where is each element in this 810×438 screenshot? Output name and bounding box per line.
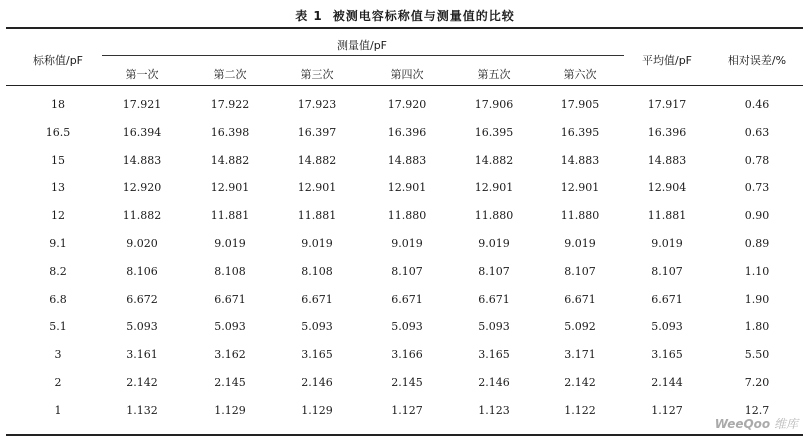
cell-average: 9.019 — [651, 237, 683, 250]
watermark-suffix: 维库 — [773, 417, 798, 431]
cell-m4: 9.019 — [391, 237, 423, 250]
cell-m6: 16.395 — [560, 126, 600, 139]
cell-m2: 9.019 — [214, 237, 246, 250]
cell-m4: 16.396 — [387, 126, 427, 139]
cell-m3: 3.165 — [301, 348, 333, 361]
header-measurement-6: 第六次 — [563, 68, 597, 81]
cell-average: 14.883 — [647, 154, 687, 167]
cell-m2: 11.881 — [210, 209, 250, 222]
header-measurement-5: 第五次 — [477, 68, 511, 81]
cell-m1: 16.394 — [122, 126, 162, 139]
cell-average: 8.107 — [651, 265, 683, 278]
bottom-rule — [6, 434, 803, 436]
cell-relative-error: 0.63 — [744, 126, 770, 139]
cell-m3: 1.129 — [301, 404, 333, 417]
cell-m3: 6.671 — [301, 293, 333, 306]
cell-m5: 14.882 — [474, 154, 514, 167]
cell-m3: 16.397 — [297, 126, 337, 139]
cell-m1: 12.920 — [122, 181, 162, 194]
cell-m6: 14.883 — [560, 154, 600, 167]
header-measurement-4: 第四次 — [390, 68, 424, 81]
cell-m2: 14.882 — [210, 154, 250, 167]
cell-relative-error: 0.78 — [744, 154, 770, 167]
cell-m2: 17.922 — [210, 98, 250, 111]
cell-m5: 12.901 — [474, 181, 514, 194]
cell-relative-error: 0.89 — [744, 237, 770, 250]
header-rule — [6, 85, 803, 86]
cell-m5: 9.019 — [478, 237, 510, 250]
cell-nominal: 3 — [54, 348, 62, 361]
cell-m3: 11.881 — [297, 209, 337, 222]
cell-average: 3.165 — [651, 348, 683, 361]
cell-m2: 3.162 — [214, 348, 246, 361]
cell-m4: 2.145 — [391, 376, 423, 389]
cell-m3: 12.901 — [297, 181, 337, 194]
cell-m4: 1.127 — [391, 404, 423, 417]
cell-relative-error: 12.7 — [744, 404, 770, 417]
cell-m2: 5.093 — [214, 320, 246, 333]
cell-m6: 12.901 — [560, 181, 600, 194]
cell-m3: 2.146 — [301, 376, 333, 389]
cell-average: 16.396 — [647, 126, 687, 139]
cell-m5: 16.395 — [474, 126, 514, 139]
cell-m6: 3.171 — [564, 348, 596, 361]
cell-relative-error: 5.50 — [744, 348, 770, 361]
cell-nominal: 5.1 — [49, 320, 67, 333]
cell-nominal: 9.1 — [49, 237, 67, 250]
cell-m1: 11.882 — [122, 209, 162, 222]
watermark-brand: WeeQoo — [714, 417, 771, 431]
cell-relative-error: 1.90 — [744, 293, 770, 306]
cell-m4: 3.166 — [391, 348, 423, 361]
cell-m4: 11.880 — [387, 209, 427, 222]
cell-m2: 16.398 — [210, 126, 250, 139]
cell-m1: 17.921 — [122, 98, 162, 111]
cell-m3: 17.923 — [297, 98, 337, 111]
cell-m5: 5.093 — [478, 320, 510, 333]
table-title: 被测电容标称值与测量值的比较 — [332, 9, 515, 23]
cell-m6: 6.671 — [564, 293, 596, 306]
cell-m5: 3.165 — [478, 348, 510, 361]
cell-m1: 8.106 — [126, 265, 158, 278]
cell-m1: 3.161 — [126, 348, 158, 361]
cell-m2: 1.129 — [214, 404, 246, 417]
cell-m5: 11.880 — [474, 209, 514, 222]
cell-nominal: 12 — [51, 209, 65, 222]
cell-m4: 17.920 — [387, 98, 427, 111]
header-average: 平均值/pF — [641, 54, 693, 67]
cell-m6: 17.905 — [560, 98, 600, 111]
table-caption — [0, 7, 810, 24]
cell-relative-error: 0.90 — [744, 209, 770, 222]
header-relative-error: 相对误差/% — [727, 54, 787, 67]
cell-m2: 6.671 — [214, 293, 246, 306]
cell-m5: 8.107 — [478, 265, 510, 278]
cell-relative-error: 1.10 — [744, 265, 770, 278]
cell-m4: 14.883 — [387, 154, 427, 167]
cell-m5: 6.671 — [478, 293, 510, 306]
cell-m6: 5.092 — [564, 320, 596, 333]
cell-average: 11.881 — [647, 209, 687, 222]
cell-m4: 8.107 — [391, 265, 423, 278]
cell-m1: 5.093 — [126, 320, 158, 333]
cell-relative-error: 1.80 — [744, 320, 770, 333]
header-measurement-3: 第三次 — [300, 68, 334, 81]
cell-nominal: 6.8 — [49, 293, 67, 306]
cell-m1: 9.020 — [126, 237, 158, 250]
cell-m2: 12.901 — [210, 181, 250, 194]
cell-relative-error: 0.73 — [744, 181, 770, 194]
cell-relative-error: 7.20 — [744, 376, 770, 389]
cell-relative-error: 0.46 — [744, 98, 770, 111]
cell-nominal: 1 — [54, 404, 62, 417]
cell-m6: 1.122 — [564, 404, 596, 417]
cell-m6: 8.107 — [564, 265, 596, 278]
cell-m3: 14.882 — [297, 154, 337, 167]
cell-average: 17.917 — [647, 98, 687, 111]
top-rule — [6, 27, 803, 29]
cell-nominal: 16.5 — [45, 126, 71, 139]
cell-nominal: 18 — [51, 98, 65, 111]
cell-m5: 17.906 — [474, 98, 514, 111]
cell-nominal: 13 — [51, 181, 65, 194]
cell-m1: 6.672 — [126, 293, 158, 306]
cell-m1: 2.142 — [126, 376, 158, 389]
cell-m2: 2.145 — [214, 376, 246, 389]
cell-m5: 1.123 — [478, 404, 510, 417]
cell-nominal: 8.2 — [49, 265, 67, 278]
header-measurement-2: 第二次 — [213, 68, 247, 81]
cell-average: 6.671 — [651, 293, 683, 306]
cell-m6: 11.880 — [560, 209, 600, 222]
table-number: 表 1 — [295, 9, 323, 23]
cell-m6: 2.142 — [564, 376, 596, 389]
cell-m3: 9.019 — [301, 237, 333, 250]
cell-m4: 12.901 — [387, 181, 427, 194]
cell-m1: 1.132 — [126, 404, 158, 417]
header-nominal: 标称值/pF — [32, 54, 84, 67]
cell-m6: 9.019 — [564, 237, 596, 250]
cell-nominal: 15 — [51, 154, 65, 167]
header-measured-group: 测量值/pF — [336, 39, 388, 52]
cell-m2: 8.108 — [214, 265, 246, 278]
cell-average: 2.144 — [651, 376, 683, 389]
cell-m3: 5.093 — [301, 320, 333, 333]
cell-average: 12.904 — [647, 181, 687, 194]
cell-m1: 14.883 — [122, 154, 162, 167]
cell-m5: 2.146 — [478, 376, 510, 389]
cell-nominal: 2 — [54, 376, 62, 389]
watermark — [715, 415, 798, 432]
cell-m4: 6.671 — [391, 293, 423, 306]
header-measurement-1: 第一次 — [125, 68, 159, 81]
cell-m3: 8.108 — [301, 265, 333, 278]
cell-average: 5.093 — [651, 320, 683, 333]
cell-average: 1.127 — [651, 404, 683, 417]
measurement-group-rule — [102, 55, 624, 56]
cell-m4: 5.093 — [391, 320, 423, 333]
